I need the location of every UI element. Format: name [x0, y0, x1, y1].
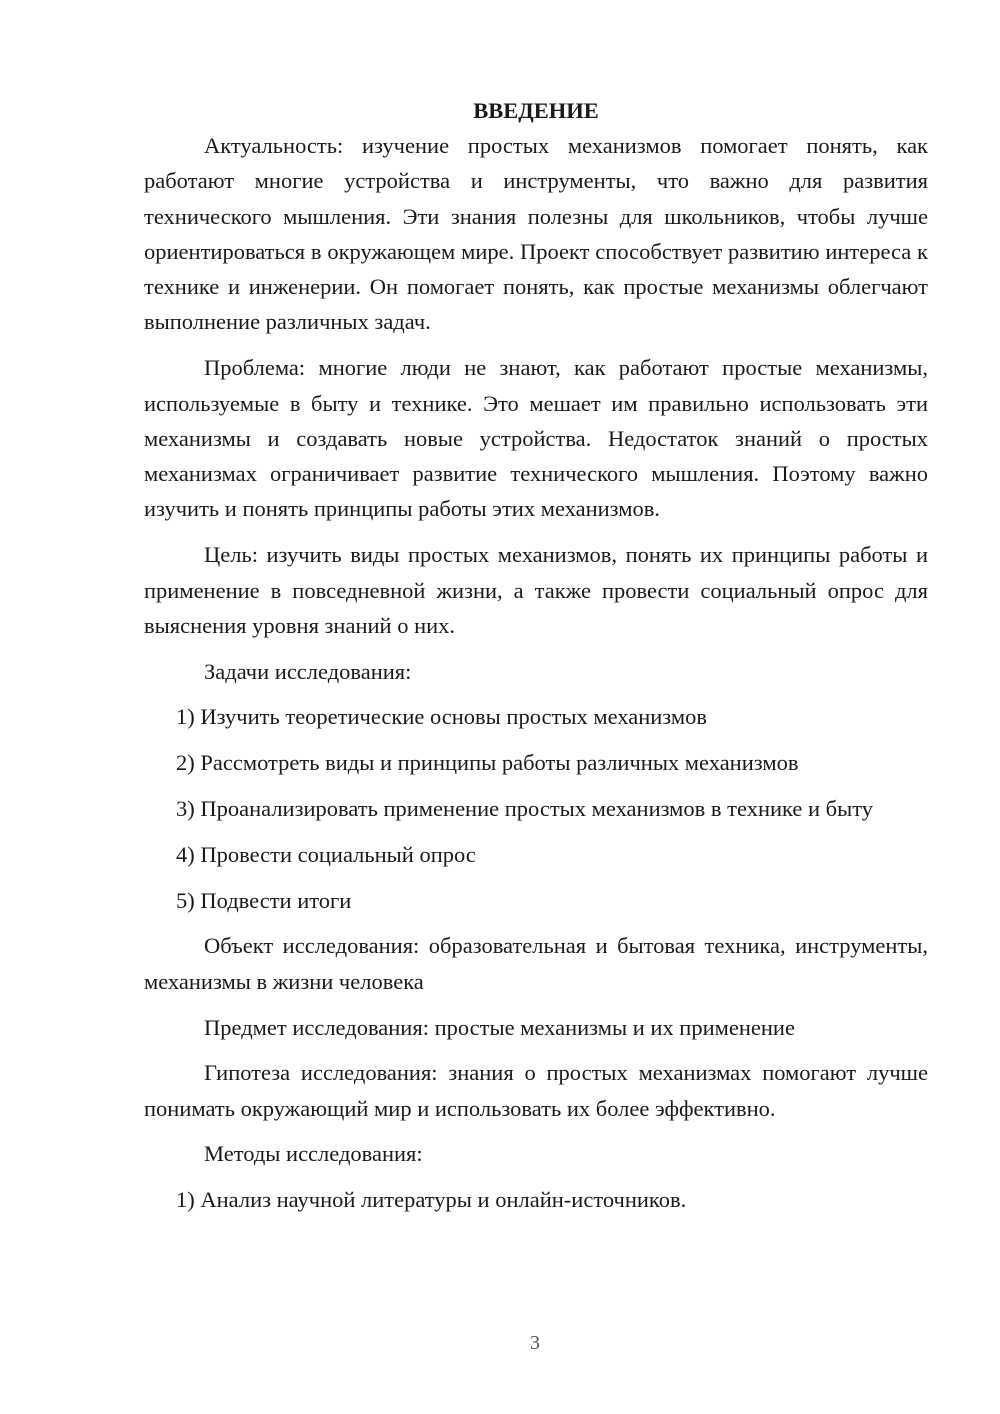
paragraph-tasks-heading: Задачи исследования:	[204, 658, 412, 684]
task-item: 3) Проанализировать применение простых механизмов в технике и быту	[176, 796, 874, 822]
page-number: 3	[530, 1332, 540, 1354]
page-content	[144, 93, 928, 1218]
paragraph-methods-heading: Методы исследования:	[204, 1141, 423, 1167]
paragraph-object: Объект исследования: образовательная и бытовая техника, инструменты, механизмы в жизни человека	[144, 933, 928, 994]
paragraph-relevance: Актуальность: изучение простых механизмов помогает понять, как работают многие устройства и инструменты, что важно для развития технического мышления. Эти знания полезны для школьников, чтобы лучше ориентироваться в окружающем мире. Проект способствует развитию интереса к технике и инженерии. Он помогает понять, как простые механизмы облегчают выполнение различных задач.	[144, 133, 928, 335]
paragraph-subject: Предмет исследования: простые механизмы и их применение	[204, 1014, 795, 1040]
task-item: 4) Провести социальный опрос	[176, 841, 476, 867]
method-item: 1) Анализ научной литературы и онлайн-источников.	[176, 1187, 687, 1213]
task-item: 1) Изучить теоретические основы простых механизмов	[176, 704, 707, 730]
section-title: ВВЕДЕНИЕ	[473, 98, 599, 123]
task-item: 2) Рассмотреть виды и принципы работы различных механизмов	[176, 750, 799, 776]
task-item: 5) Подвести итоги	[176, 887, 352, 913]
paragraph-problem: Проблема: многие люди не знают, как работают простые механизмы, используемые в быту и технике. Это мешает им правильно использовать эти механизмы и создавать новые устройства. Недостаток знаний о простых механизмах ограничивает развитие технического мышления. Поэтому важно изучить и понять принципы работы этих механизмов.	[144, 355, 928, 522]
paragraph-goal: Цель: изучить виды простых механизмов, понять их принципы работы и применение в повседневной жизни, а также провести социальный опрос для выяснения уровня знаний о них.	[144, 542, 928, 638]
paragraph-hypothesis: Гипотеза исследования: знания о простых механизмах помогают лучше понимать окружающий мир и использовать их более эффективно.	[144, 1060, 928, 1121]
